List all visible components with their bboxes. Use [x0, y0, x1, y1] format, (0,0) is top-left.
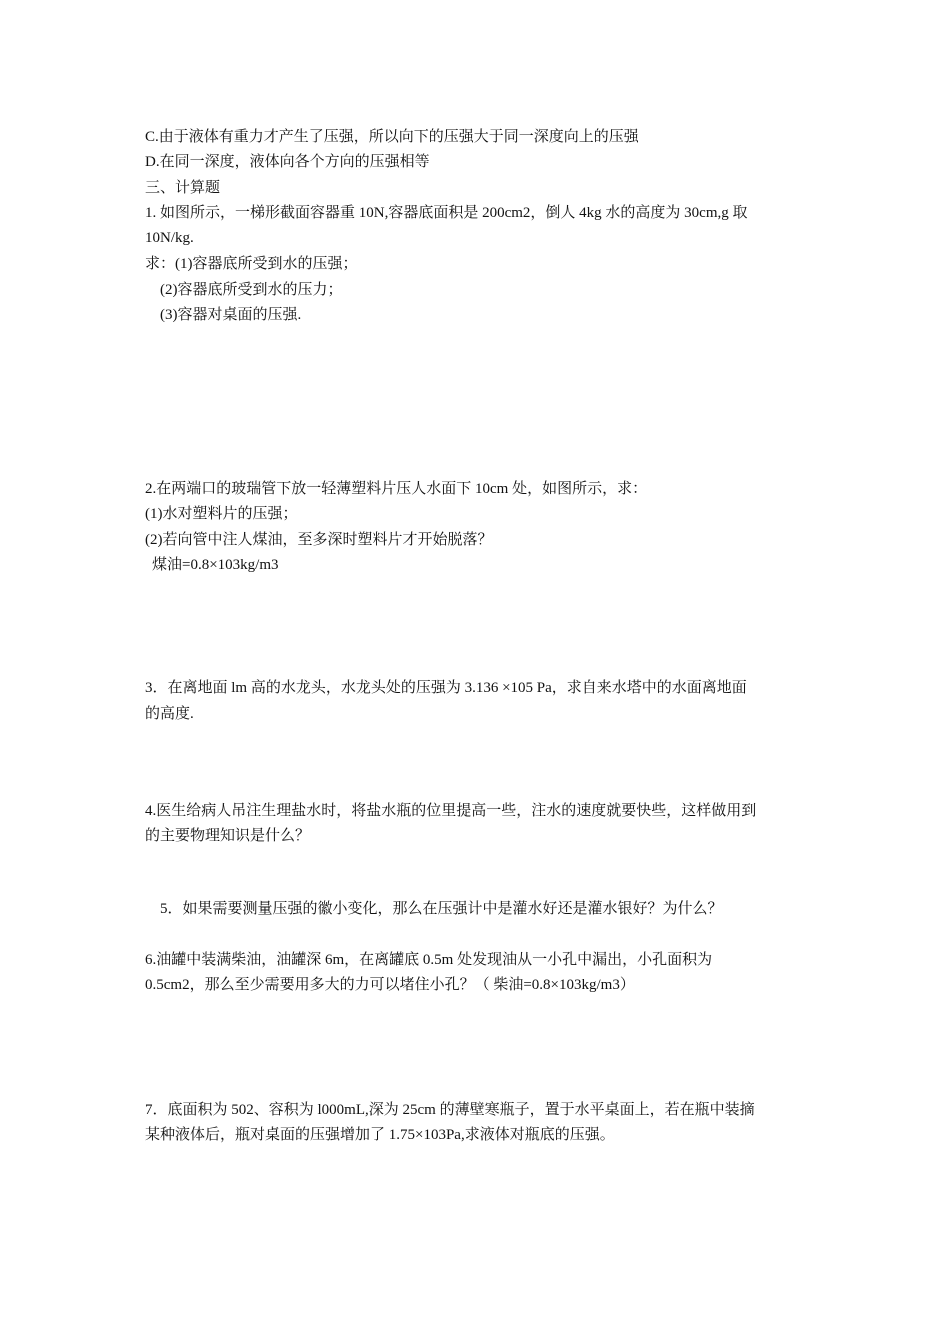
question-3-line-2: 的高度. [145, 706, 194, 722]
question-1-part-1: 求：(1)容器底所受到水的压强； [145, 256, 358, 272]
question-2-line-1: 2.在两端口的玻瑞管下放一轻薄塑料片压人水面下 10cm 处，如图所示，求： [145, 481, 648, 497]
option-d: D.在同一深度，液体向各个方向的压强相等 [145, 154, 430, 170]
option-c: C.由于液体有重力才产生了压强，所以向下的压强大于同一深度向上的压强 [145, 129, 639, 145]
question-7-line-1: 7．底面积为 502、容积为 l000mL,深为 25cm 的薄壁寒瓶子，置于水平桌面上，若在瓶中装摘 [145, 1102, 755, 1118]
question-1-line-1: 1. 如图所示，一梯形截面容器重 10N,容器底面积是 200cm2，倒人 4kg 水的高度为 30cm,g 取 [145, 205, 748, 221]
question-6-line-1: 6.油罐中装满柴油，油罐深 6m，在离罐底 0.5m 处发现油从一小孔中漏出，小孔面积为 [145, 952, 713, 968]
question-4-line-1: 4.医生给病人吊注生理盐水时，将盐水瓶的位里提高一些，注水的速度就要快些，这样做用到 [145, 803, 757, 819]
question-5: 5．如果需要测量压强的徽小变化，那么在压强计中是灌水好还是灌水银好？为什么？ [160, 901, 723, 917]
question-2-given: 煤油=0.8×103kg/m3 [152, 557, 279, 573]
section-heading: 三、计算题 [145, 180, 221, 196]
question-7-line-2: 某种液体后，瓶对桌面的压强增加了 1.75×103Pa,求液体对瓶底的压强。 [145, 1127, 615, 1143]
question-6-line-2: 0.5cm2，那么至少需要用多大的力可以堵住小孔？（ 柴油=0.8×103kg/m3） [145, 977, 635, 993]
question-1-line-2: 10N/kg. [145, 230, 194, 246]
question-2-part-2: (2)若向管中注人煤油，至多深时塑料片才开始脱落？ [145, 532, 493, 548]
question-2-part-1: (1)水对塑料片的压强； [145, 506, 298, 522]
question-1-part-2: (2)容器底所受到水的压力； [160, 282, 343, 298]
question-1-part-3: (3)容器对桌面的压强. [160, 307, 302, 323]
question-4-line-2: 的主要物理知识是什么？ [145, 828, 311, 844]
question-3-line-1: 3．在离地面 lm 高的水龙头，水龙头处的压强为 3.136 ×105 Pa，求自来水塔中的水面离地面 [145, 680, 747, 696]
